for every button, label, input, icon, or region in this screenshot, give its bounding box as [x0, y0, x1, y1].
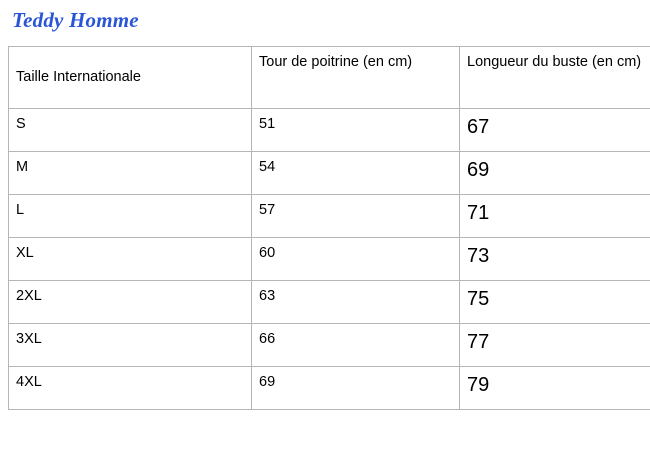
page-title: Teddy Homme [12, 8, 139, 32]
cell-chest: 54 [252, 152, 460, 195]
table-header [9, 47, 650, 109]
cell-length: 67 [460, 109, 650, 152]
cell-size: 2XL [9, 281, 252, 324]
cell-length: 71 [460, 195, 650, 238]
cell-size: L [9, 195, 252, 238]
cell-length: 79 [460, 367, 650, 410]
cell-size: M [9, 152, 252, 195]
table-row [9, 367, 650, 410]
cell-chest: 51 [252, 109, 460, 152]
cell-length: 75 [460, 281, 650, 324]
cell-chest: 57 [252, 195, 460, 238]
table-row [9, 281, 650, 324]
cell-size: S [9, 109, 252, 152]
table-header-row [9, 47, 650, 109]
cell-chest: 60 [252, 238, 460, 281]
column-header-chest: Tour de poitrine (en cm) [252, 47, 460, 109]
cell-size: 4XL [9, 367, 252, 410]
table-body [9, 109, 650, 410]
table-row [9, 109, 650, 152]
cell-chest: 66 [252, 324, 460, 367]
cell-chest: 69 [252, 367, 460, 410]
cell-size: XL [9, 238, 252, 281]
column-header-size: Taille Internationale [9, 47, 252, 109]
table-row [9, 238, 650, 281]
cell-length: 73 [460, 238, 650, 281]
table-row [9, 324, 650, 367]
cell-size: 3XL [9, 324, 252, 367]
column-header-length: Longueur du buste (en cm) [460, 47, 650, 109]
size-chart-table [8, 46, 650, 410]
cell-chest: 63 [252, 281, 460, 324]
table-row [9, 195, 650, 238]
cell-length: 69 [460, 152, 650, 195]
table-row [9, 152, 650, 195]
cell-length: 77 [460, 324, 650, 367]
